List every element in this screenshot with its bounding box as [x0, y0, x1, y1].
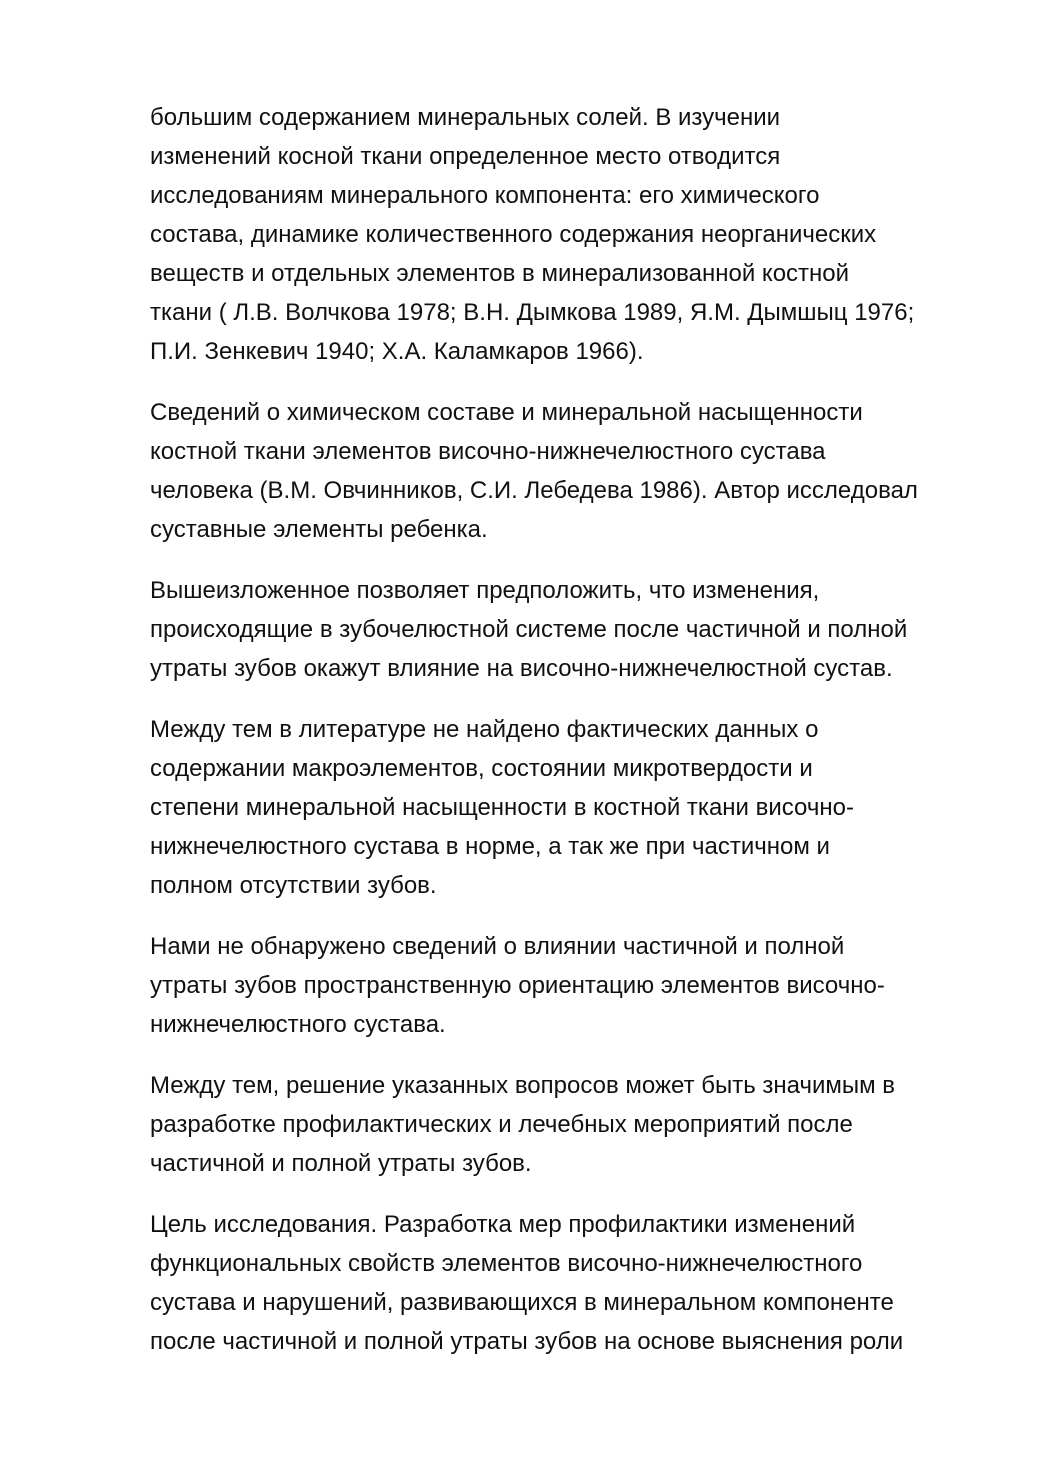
text-line: Нами не обнаружено сведений о влиянии частичной и полной: [150, 933, 845, 960]
paragraph-5: [150, 927, 980, 1044]
text-line: утраты зубов пространственную ориентацию элементов височно-: [150, 972, 885, 999]
text-line: ткани ( Л.В. Волчкова 1978; В.Н. Дымкова 1989, Я.М. Дымшыц 1976;: [150, 299, 915, 326]
text-line: сустава и нарушений, развивающихся в минеральном компоненте: [150, 1289, 894, 1316]
paragraph-1: [150, 98, 980, 371]
text-line: большим содержанием минеральных солей. В изучении: [150, 104, 781, 131]
text-line: Вышеизложенное позволяет предположить, что изменения,: [150, 577, 820, 604]
text-line: Сведений о химическом составе и минеральной насыщенности: [150, 399, 863, 426]
document-body: [150, 98, 980, 1383]
text-line: Цель исследования. Разработка мер профилактики изменений: [150, 1211, 856, 1238]
text-line: полном отсутствии зубов.: [150, 872, 437, 899]
text-line: костной ткани элементов височно-нижнечелюстного сустава: [150, 438, 826, 465]
text-line: содержании макроэлементов, состоянии микротвердости и: [150, 755, 813, 782]
text-line: веществ и отдельных элементов в минерализованной костной: [150, 260, 850, 287]
text-line: человека (В.М. Овчинников, С.И. Лебедева 1986). Автор исследовал: [150, 477, 918, 504]
paragraph-7: [150, 1205, 980, 1361]
text-line: П.И. Зенкевич 1940; Х.А. Каламкаров 1966).: [150, 338, 644, 365]
paragraph-4: [150, 710, 980, 905]
text-line: суставные элементы ребенка.: [150, 516, 488, 543]
text-line: нижнечелюстного сустава.: [150, 1011, 446, 1038]
text-line: разработке профилактических и лечебных мероприятий после: [150, 1111, 853, 1138]
text-line: после частичной и полной утраты зубов на основе выяснения роли: [150, 1328, 904, 1355]
paragraph-6: [150, 1066, 980, 1183]
text-line: исследованиям минерального компонента: его химического: [150, 182, 820, 209]
text-line: изменений косной ткани определенное место отводится: [150, 143, 781, 170]
text-line: Между тем в литературе не найдено фактических данных о: [150, 716, 819, 743]
text-line: происходящие в зубочелюстной системе после частичной и полной: [150, 616, 908, 643]
text-line: частичной и полной утраты зубов.: [150, 1150, 532, 1177]
text-line: состава, динамике количественного содержания неорганических: [150, 221, 877, 248]
paragraph-3: [150, 571, 980, 688]
text-line: степени минеральной насыщенности в костной ткани височно-: [150, 794, 854, 821]
text-line: Между тем, решение указанных вопросов может быть значимым в: [150, 1072, 896, 1099]
paragraph-2: [150, 393, 980, 549]
text-line: утраты зубов окажут влияние на височно-нижнечелюстной сустав.: [150, 655, 893, 682]
text-line: функциональных свойств элементов височно-нижнечелюстного: [150, 1250, 863, 1277]
text-line: нижнечелюстного сустава в норме, а так же при частичном и: [150, 833, 830, 860]
